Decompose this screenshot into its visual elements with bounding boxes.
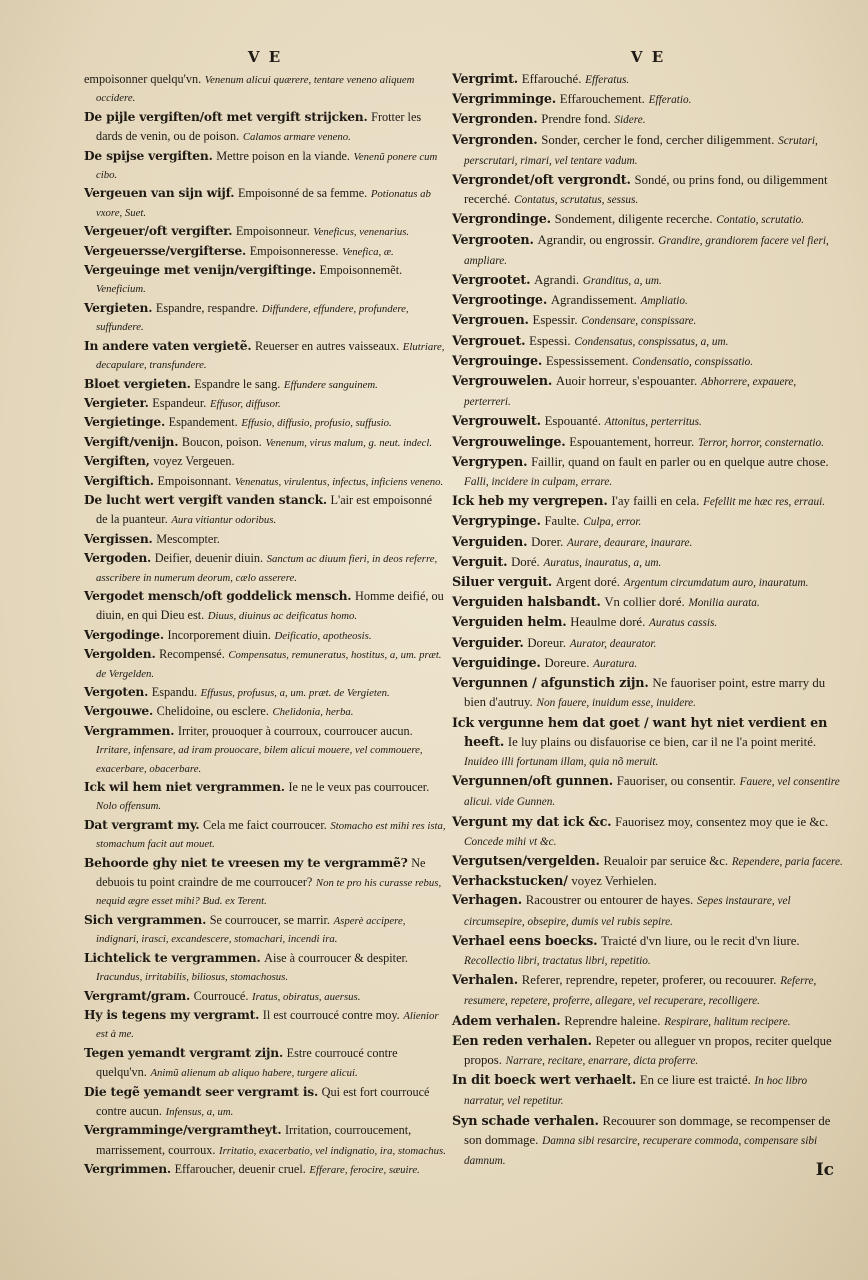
entry-french: Agrandir, ou engrossir. xyxy=(537,232,655,247)
entry-french: Faulte. xyxy=(544,514,580,529)
entry-latin: Auratus cassis. xyxy=(649,617,718,630)
entry-headword: Vergrootinge. xyxy=(452,293,548,309)
dictionary-entry xyxy=(84,299,446,337)
entry-latin: Effundere sanguinem. xyxy=(283,378,378,391)
entry-french: Agrandi. xyxy=(534,273,580,288)
entry-french: Homme deifié, ou diuin, en qui Dieu est. xyxy=(96,588,444,623)
dictionary-entry xyxy=(452,291,844,311)
entry-french: Empoisonneur. xyxy=(235,224,310,239)
dictionary-entry xyxy=(452,433,844,453)
entry-latin: Monilia aurata. xyxy=(688,597,760,610)
entry-latin: Non te pro his curasse rebus, nequid ægre esset mihi? Bud. ex Terent. xyxy=(96,877,442,908)
dictionary-entry xyxy=(84,433,446,452)
dictionary-entry xyxy=(452,70,844,90)
dictionary-entry xyxy=(452,813,844,852)
entry-latin: Abhorrere, expauere, perterreri. xyxy=(464,376,797,409)
entry-latin: Non fauere, inuidum esse, inuidere. xyxy=(536,697,696,710)
entry-french: Effaroucher, deuenir cruel. xyxy=(174,1162,306,1177)
entry-headword: Verhalen. xyxy=(452,973,518,989)
entry-headword: Die tegẽ yemandt seer vergramt is. xyxy=(84,1083,319,1099)
entry-french: Empoisonnant. xyxy=(157,473,232,488)
entry-latin: Condensatus, conspissatus, a, um. xyxy=(574,335,729,348)
dictionary-entry xyxy=(84,816,446,854)
entry-latin: Irritare, infensare, ad iram prouocare, bilem alicui mouere, vel commouere, exacerbare, obacerbare. xyxy=(96,744,423,775)
entry-headword: Vergissen. xyxy=(84,530,153,546)
entry-headword: Verguiden. xyxy=(452,534,528,550)
dictionary-entry xyxy=(452,674,844,713)
dictionary-entry xyxy=(452,872,844,891)
entry-latin: Diffundere, effundere, profundere, suffundere. xyxy=(96,302,409,334)
entry-headword: Vergeuer/oft vergifter. xyxy=(84,223,233,239)
entry-latin: Asperè accipere, indignari, irasci, excandescere, stomachari, incendi ira. xyxy=(96,914,406,946)
entry-french: Chelidoine, ou esclere. xyxy=(156,704,269,719)
entry-french: Traicté d'vn liure, ou le recit d'vn liure. xyxy=(601,933,800,948)
entry-latin: Chelidonia, herba. xyxy=(272,706,354,719)
entry-latin: Referre, resumere, repetere, proferre, allegare, vel recuperare, recolligere. xyxy=(464,975,817,1008)
entry-french: Recompensé. xyxy=(159,647,225,662)
entry-latin: Rependere, paria facere. xyxy=(731,855,843,868)
entry-latin: Aura vitiantur odoribus. xyxy=(171,514,277,527)
entry-headword: Vergiftich. xyxy=(84,472,154,488)
entry-latin: Calamos armare veneno. xyxy=(242,131,351,144)
entry-latin: Recollectio libri, tractatus libri, repetitio. xyxy=(464,954,651,967)
entry-french: Doré. xyxy=(511,554,540,569)
entry-headword: De lucht wert vergift vanden stanck. xyxy=(84,491,327,507)
entry-french: Mettre poison en la viande. xyxy=(216,148,350,163)
entry-latin: Nolo offensum. xyxy=(96,800,162,813)
dictionary-entry xyxy=(84,949,446,987)
dictionary-entry xyxy=(452,714,844,773)
entry-french: Il est courroucé contre moy. xyxy=(262,1007,400,1022)
right-entries xyxy=(452,70,844,1171)
entry-french: Se courroucer, se marrir. xyxy=(209,912,330,927)
entry-french: Ie ne le veux pas courroucer. xyxy=(288,780,430,795)
entry-latin: Sanctum ac diuum fieri, in deos referre, asscribere in numerum deorum, cælo asserere. xyxy=(96,553,438,584)
entry-french: Irritation, courroucement, marrissement, courroux. xyxy=(96,1123,412,1157)
entry-headword: Vergiften, xyxy=(84,453,150,469)
dictionary-entry xyxy=(84,645,446,683)
entry-headword: Vergeuersse/vergifterse. xyxy=(84,242,247,258)
dictionary-entry xyxy=(452,1071,844,1111)
entry-latin: Venenũ ponere cum cibo. xyxy=(96,150,438,182)
dictionary-entry xyxy=(84,147,446,185)
entry-french: Frotter les dards de venin, ou de poison. xyxy=(96,109,422,144)
entry-french: voyez Vergeuen. xyxy=(153,454,235,469)
entry-french: voyez Verhielen. xyxy=(571,874,657,889)
entry-latin: Compensatus, remuneratus, hostitus, a, um. præt. de Vergelden. xyxy=(96,649,442,680)
dictionary-entry xyxy=(452,110,844,130)
entry-headword: Vergrouwelinge. xyxy=(452,434,566,450)
entry-headword: Ick vergunne hem dat goet / want hyt niet verdient en heeft. xyxy=(452,715,828,750)
dictionary-entry xyxy=(84,587,446,626)
entry-headword: Ick heb my vergrepen. xyxy=(452,494,608,510)
entry-headword: Vergrypen. xyxy=(452,454,528,470)
entry-french: Qui est fort courroucé contre aucun. xyxy=(96,1084,430,1118)
entry-headword: Vergrondinge. xyxy=(452,212,551,228)
entry-headword: Vergunnen/oft gunnen. xyxy=(452,774,613,790)
entry-latin: Efferare, ferocire, sæuire. xyxy=(309,1164,420,1177)
entry-headword: Vergieten. xyxy=(84,299,153,315)
entry-latin: Veneficium. xyxy=(96,283,146,296)
entry-headword: Vergrammen. xyxy=(84,722,175,738)
dictionary-entry xyxy=(452,533,844,553)
dictionary-entry xyxy=(452,593,844,613)
dictionary-entry xyxy=(84,337,446,375)
entry-headword: Syn schade verhalen. xyxy=(452,1113,599,1129)
entry-headword: Vergift/venijn. xyxy=(84,433,179,449)
dictionary-entry xyxy=(452,891,844,931)
dictionary-entry xyxy=(84,108,446,147)
entry-latin: Attonitus, perterritus. xyxy=(604,416,702,429)
entry-french: Racoustrer ou entourer de hayes. xyxy=(525,893,694,908)
entry-headword: Vergunt my dat ick &c. xyxy=(452,814,612,830)
entry-latin: Auratus, inauratus, a, um. xyxy=(543,556,662,569)
dictionary-entry xyxy=(452,553,844,573)
entry-headword: Verhael eens boecks. xyxy=(452,933,598,949)
dictionary-entry xyxy=(452,372,844,412)
dictionary-entry xyxy=(452,971,844,1011)
entry-latin: In hoc libro narratur, vel repetitur. xyxy=(464,1075,808,1108)
entry-headword: Verhackstucken/ xyxy=(452,874,568,890)
entry-latin: Venenum, virus malum, g. neut. indecl. xyxy=(265,436,433,449)
dictionary-entry xyxy=(452,90,844,110)
running-head-right: V E xyxy=(630,48,666,66)
entry-latin: Contatus, scrutatus, sessus. xyxy=(514,194,639,207)
entry-headword: Vergramt/gram. xyxy=(84,987,191,1003)
entry-latin: Auratura. xyxy=(593,657,638,670)
dictionary-entry xyxy=(452,654,844,674)
dictionary-entry xyxy=(84,1006,446,1044)
dictionary-entry xyxy=(452,131,844,171)
entry-latin: Infensus, a, um. xyxy=(165,1105,234,1118)
dictionary-entry xyxy=(84,394,446,413)
dictionary-entry xyxy=(84,472,446,491)
entry-headword: De pijle vergiften/oft met vergift strijcken. xyxy=(84,108,368,124)
entry-latin: Aurator, deaurator. xyxy=(569,637,657,650)
entry-headword: Vergrimt. xyxy=(452,72,519,87)
entry-headword: Vergrooten. xyxy=(452,232,534,248)
dictionary-entry xyxy=(452,210,844,230)
entry-latin: Venefica, æ. xyxy=(342,245,394,258)
entry-french: Sondé, ou prins fond, ou diligemment recerché. xyxy=(464,173,828,207)
dictionary-entry xyxy=(84,911,446,949)
dictionary-entry xyxy=(84,1044,446,1083)
entry-french: Reualoir par seruice &c. xyxy=(603,853,729,868)
entry-french: Aise à courroucer & despiter. xyxy=(264,950,408,965)
entry-french: Espessi. xyxy=(529,333,571,348)
entry-french: Espandre, respandre. xyxy=(155,300,259,315)
entry-latin: Granditus, a, um. xyxy=(582,275,662,288)
entry-headword: Dat vergramt my. xyxy=(84,816,200,832)
dictionary-entry xyxy=(84,702,446,721)
entry-headword: Verguiden halsbandt. xyxy=(452,595,601,611)
dictionary-entry xyxy=(84,530,446,549)
entry-french: Agrandissement. xyxy=(550,293,637,308)
entry-latin: Condensare, conspissare. xyxy=(581,315,697,328)
dictionary-entry xyxy=(452,231,844,271)
entry-french: Espandu. xyxy=(151,685,198,699)
entry-latin: Ampliatio. xyxy=(640,295,688,308)
entry-latin: Damna sibi resarcire, recuperare commoda, compensare sibi damnum. xyxy=(464,1134,818,1167)
entry-french: Prendre fond. xyxy=(541,112,611,127)
entry-latin: Grandire, grandiorem facere vel fieri, ampliare. xyxy=(464,234,829,267)
running-head-left: V E xyxy=(247,48,283,66)
entry-french: Dorer. xyxy=(531,534,564,549)
entry-headword: Behoorde ghy niet te vreesen my te vergrammẽ? xyxy=(84,854,408,870)
dictionary-entry xyxy=(452,271,844,291)
entry-headword: Vergieter. xyxy=(84,394,149,410)
entry-french: Empoisonneresse. xyxy=(249,243,339,258)
entry-latin: Elutriare, decapulare, transfundere. xyxy=(96,340,445,372)
entry-latin: Veneficus, venenarius. xyxy=(313,226,410,239)
entry-headword: Vergietinge. xyxy=(84,414,166,430)
dictionary-entry xyxy=(452,852,844,872)
dictionary-entry xyxy=(452,1032,844,1071)
entry-headword: Verguidinge. xyxy=(452,655,541,671)
entry-headword: Een reden verhalen. xyxy=(452,1033,592,1049)
entry-latin: Fefellit me hæc res, erraui. xyxy=(703,496,826,509)
dictionary-entry xyxy=(452,634,844,654)
entry-latin: Fauere, vel consentire alicui. vide Gunnen. xyxy=(464,776,840,809)
dictionary-entry xyxy=(452,1112,844,1172)
entry-latin: Falli, incidere in culpam, errare. xyxy=(464,476,613,489)
entry-latin: Condensatio, conspissatio. xyxy=(632,355,754,368)
entry-headword: Vergramminge/vergramtheyt. xyxy=(84,1122,282,1138)
dictionary-entry xyxy=(452,492,844,512)
entry-headword: Vergrimmen. xyxy=(84,1161,171,1177)
entry-french: Recouurer son dommage, se recompenser de son dommage. xyxy=(464,1113,831,1147)
entry-latin: Efferatus. xyxy=(585,74,630,86)
dictionary-entry xyxy=(84,626,446,645)
entry-latin: Animũ alienum ab aliquo habere, turgere alicui. xyxy=(150,1067,358,1080)
entry-headword: Ick wil hem niet vergrammen. xyxy=(84,779,285,795)
entry-french: Vn collier doré. xyxy=(604,595,685,610)
entry-french: I'ay failli en cela. xyxy=(611,494,700,509)
dictionary-entry xyxy=(84,261,446,299)
entry-headword: De spijse vergiften. xyxy=(84,147,213,163)
entry-headword: Vergrypinge. xyxy=(452,514,541,530)
entry-french: Ne fauoriser point, estre marry du bien d'autruy. xyxy=(464,676,826,710)
left-column xyxy=(84,44,446,1180)
dictionary-entry xyxy=(452,613,844,633)
entry-french: Courroucé. xyxy=(193,988,249,1003)
entry-headword: Siluer verguit. xyxy=(452,575,553,591)
entry-headword: Vergronden. xyxy=(452,112,538,128)
entry-headword: Vergronden. xyxy=(452,132,538,148)
entry-french: Sonder, cercher le fond, cercher diligemment. xyxy=(541,132,775,147)
entry-headword: Vergrootet. xyxy=(452,273,531,289)
entry-french: Irriter, prouoquer à courroux, courroucer aucun. xyxy=(177,723,413,738)
entry-french: L'air est empoisonné de la puanteur. xyxy=(96,492,433,527)
entry-latin: Concede mihi vt &c. xyxy=(464,835,557,848)
entry-latin: Effusus, profusus, a, um. præt. de Vergieten. xyxy=(200,687,390,699)
entry-latin: Stomacho est mihi res ista, stomachum facit aut mouet. xyxy=(96,819,446,851)
dictionary-entry xyxy=(84,854,446,911)
entry-latin: Scrutari, perscrutari, rimari, vel tentare vadum. xyxy=(464,134,818,167)
entry-headword: Tegen yemandt vergramt zijn. xyxy=(84,1044,284,1060)
entry-headword: Verguider. xyxy=(452,635,524,651)
entry-french: Espessir. xyxy=(532,313,578,328)
entry-latin: Iratus, obiratus, auersus. xyxy=(252,990,361,1003)
entry-french: Deifier, deuenir diuin. xyxy=(154,551,264,566)
entry-latin: Inuideo illi fortunam illam, quia nõ meruit. xyxy=(464,755,659,768)
entry-french: Mescompter. xyxy=(156,531,220,546)
entry-french: Espouanté. xyxy=(544,414,601,429)
entry-headword: Vergodinge. xyxy=(84,626,164,642)
dictionary-entry xyxy=(84,778,446,816)
entry-headword: Adem verhalen. xyxy=(452,1013,561,1029)
dictionary-entry xyxy=(84,242,446,261)
entry-headword: Hy is tegens my vergramt. xyxy=(84,1006,260,1022)
entry-french: Espandre le sang. xyxy=(194,376,281,391)
entry-french: En ce liure est traicté. xyxy=(639,1073,751,1088)
entry-french: Sondement, diligente recerche. xyxy=(554,212,713,227)
dictionary-entry xyxy=(452,512,844,532)
entry-french: Estre courroucé contre quelqu'vn. xyxy=(96,1045,398,1080)
entry-headword: Vergutsen/vergelden. xyxy=(452,853,600,869)
entry-headword: Vergeuinge met venijn/vergiftinge. xyxy=(84,262,316,278)
entry-french: Espandement. xyxy=(168,415,238,430)
right-column xyxy=(452,44,844,1171)
dictionary-entry xyxy=(84,375,446,394)
dictionary-entry xyxy=(84,1083,446,1122)
entry-latin: Deificatio, apotheosis. xyxy=(274,629,372,642)
dictionary-entry xyxy=(84,491,446,530)
entry-headword: Verguiden helm. xyxy=(452,615,567,631)
entry-headword: Vergrouet. xyxy=(452,333,526,349)
entry-latin: Efferatio. xyxy=(648,94,692,107)
entry-latin: Venenum alicui quærere, tentare veneno aliquem occidere. xyxy=(96,74,415,105)
dictionary-entry xyxy=(84,452,446,471)
entry-latin: Culpa, error. xyxy=(583,516,642,529)
entry-french: Empoisonnemẽt. xyxy=(319,263,403,278)
dictionary-entry xyxy=(84,184,446,222)
entry-french: Cela me faict courroucer. xyxy=(203,817,327,832)
entry-latin: Iracundus, irritabilis, biliosus, stomachosus. xyxy=(96,971,289,984)
entry-headword: Vergolden. xyxy=(84,646,156,662)
dictionary-entry xyxy=(452,171,844,210)
entry-headword: Sich vergrammen. xyxy=(84,911,207,927)
dictionary-entry xyxy=(452,932,844,971)
dictionary-entry xyxy=(84,987,446,1006)
entry-latin: Venenatus, virulentus, infectus, inficiens veneno. xyxy=(234,475,444,488)
entry-latin: Terror, horror, consternatio. xyxy=(697,436,824,449)
entry-latin: Contatio, scrutatio. xyxy=(716,214,805,227)
dictionary-entry xyxy=(452,412,844,432)
entry-latin: Potionatus ab vxore, Suet. xyxy=(96,188,431,219)
dictionary-entry xyxy=(84,722,446,778)
dictionary-entry xyxy=(84,683,446,702)
entry-latin: Narrare, recitare, enarrare, dicta proferre. xyxy=(505,1054,699,1067)
entry-french: Effarouché. xyxy=(521,72,582,86)
entry-french: Fauorisez moy, consentez moy que ie &c. xyxy=(615,814,829,829)
entry-headword: Vergoden. xyxy=(84,550,152,566)
entry-headword: In dit boeck wert verhaelt. xyxy=(452,1073,637,1089)
entry-french: Ie luy plains ou disfauorise ce bien, car il ne l'a point merité. xyxy=(507,734,817,749)
entry-latin: Diuus, diuinus ac deificatus homo. xyxy=(207,610,358,623)
entry-french: Effarouchement. xyxy=(559,92,645,107)
entry-latin: Sepes instaurare, vel circumsepire, obsepire, dumis vel rubis sepire. xyxy=(464,895,791,928)
entry-french: Empoisonné de sa femme. xyxy=(237,186,368,201)
entry-french: Fauoriser, ou consentir. xyxy=(616,774,736,789)
entry-french: Espouantement, horreur. xyxy=(569,434,695,449)
entry-french: Doreur. xyxy=(527,635,566,650)
entry-headword: Vergrouinge. xyxy=(452,353,543,369)
dictionary-entry xyxy=(84,222,446,241)
dictionary-entry xyxy=(84,1160,446,1179)
entry-headword: Verguit. xyxy=(452,554,508,570)
entry-french: Incorporement diuin. xyxy=(167,627,271,642)
entry-headword: Lichtelick te vergrammen. xyxy=(84,949,261,965)
entry-french: Repeter ou alleguer vn propos, reciter quelque propos. xyxy=(464,1033,832,1067)
catchword: Ic xyxy=(815,1160,834,1180)
dictionary-entry xyxy=(452,772,844,812)
entry-headword: Bloet vergieten. xyxy=(84,375,191,391)
dictionary-entry xyxy=(452,311,844,331)
entry-headword: In andere vaten vergietẽ. xyxy=(84,337,252,353)
dictionary-entry xyxy=(452,352,844,372)
entry-french: empoisonner quelqu'vn. xyxy=(84,72,202,86)
entry-latin: Effusio, diffusio, profusio, suffusio. xyxy=(241,417,392,430)
entry-french: Espandeur. xyxy=(152,395,207,410)
entry-headword: Vergodet mensch/oft goddelick mensch. xyxy=(84,587,352,603)
dictionary-entry xyxy=(452,332,844,352)
entry-french: Boucon, poison. xyxy=(181,434,262,449)
entry-headword: Vergeuen van sijn wijf. xyxy=(84,185,235,201)
dictionary-entry xyxy=(84,549,446,587)
dictionary-entry xyxy=(452,1012,844,1032)
dictionary-entry xyxy=(84,1121,446,1160)
entry-french: Argent doré. xyxy=(555,575,620,590)
entry-latin: Irritatio, exacerbatio, vel indignatio, ira, stomachus. xyxy=(218,1144,446,1157)
entry-headword: Vergrouwelt. xyxy=(452,414,541,430)
entry-headword: Verhagen. xyxy=(452,893,523,909)
left-entries xyxy=(84,70,446,1180)
entry-french: Reprendre haleine. xyxy=(564,1013,661,1028)
entry-headword: Vergrondet/oft vergrondt. xyxy=(452,173,631,189)
entry-latin: Sidere. xyxy=(614,114,646,127)
entry-french: Espessissement. xyxy=(545,353,629,368)
entry-french: Reuerser en autres vaisseaux. xyxy=(254,338,400,353)
entry-french: Doreure. xyxy=(544,655,590,670)
dictionary-entry xyxy=(452,573,844,593)
entry-headword: Vergrouwelen. xyxy=(452,374,553,390)
entry-latin: Alienior est à me. xyxy=(96,1009,439,1041)
entry-latin: Effusor, diffusor. xyxy=(209,397,281,410)
dictionary-entry xyxy=(84,70,446,108)
entry-headword: Vergrouen. xyxy=(452,313,529,329)
entry-latin: Respirare, halitum recipere. xyxy=(664,1015,791,1028)
entry-latin: Argentum circumdatum auro, inauratum. xyxy=(623,577,809,590)
entry-latin: Aurare, deaurare, inaurare. xyxy=(567,536,693,549)
entry-headword: Vergouwe. xyxy=(84,703,154,719)
entry-headword: Vergunnen / afgunstich zijn. xyxy=(452,676,649,692)
entry-french: Heaulme doré. xyxy=(570,615,646,630)
dictionary-entry xyxy=(84,413,446,432)
dictionary-entry xyxy=(452,453,844,492)
entry-headword: Vergoten. xyxy=(84,684,149,699)
entry-french: Auoir horreur, s'espouanter. xyxy=(555,374,698,389)
entry-headword: Vergrimminge. xyxy=(452,92,556,108)
entry-french: Referer, reprendre, repeter, proferer, ou recouurer. xyxy=(521,973,777,988)
entry-french: Faillir, quand on fault en parler ou en quelque autre chose. xyxy=(531,454,829,469)
entry-french: Ne debuois tu point craindre de me courroucer? xyxy=(96,855,426,890)
